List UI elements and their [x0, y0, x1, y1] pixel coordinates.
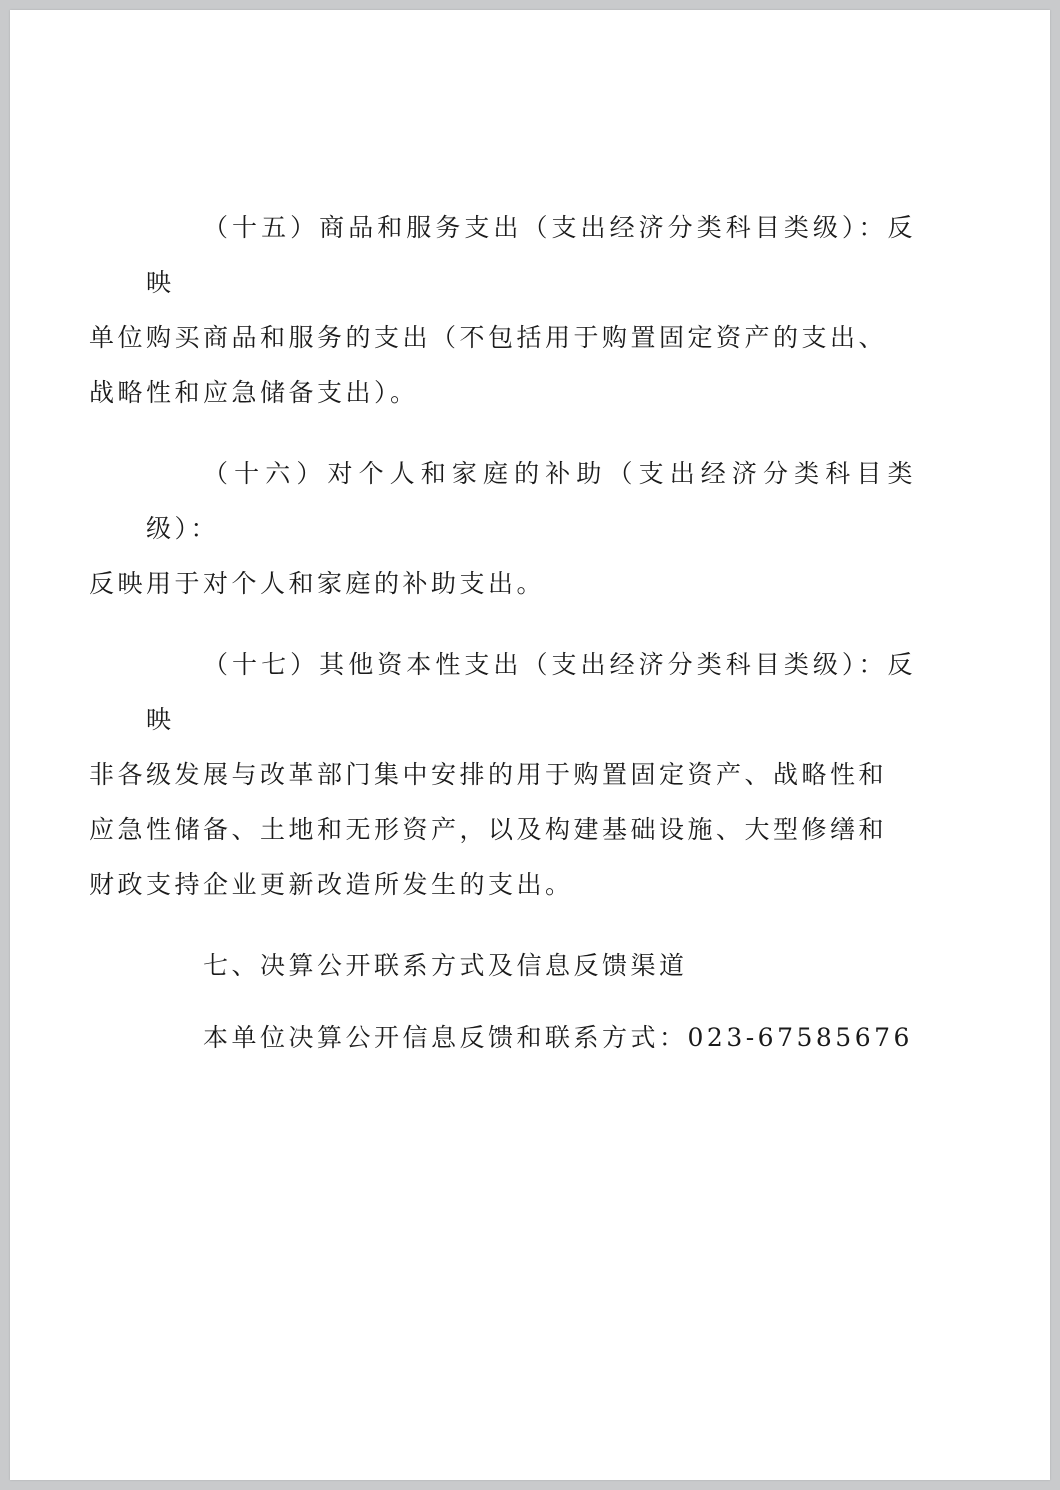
contact-label: 本单位决算公开信息反馈和联系方式：	[203, 1023, 688, 1052]
paragraph-line: （十七）其他资本性支出（支出经济分类科目类级）：反映	[146, 650, 916, 734]
paragraph-item-17	[89, 637, 916, 912]
paragraph-line: 单位购买商品和服务的支出（不包括用于购置固定资产的支出、	[89, 323, 888, 352]
paragraph-line: 战略性和应急储备支出）。	[89, 378, 419, 407]
paragraph-line: 应急性储备、土地和无形资产，以及构建基础设施、大型修缮和	[89, 815, 888, 844]
contact-phone: 023-67585676	[687, 1023, 913, 1052]
paragraph-item-15	[89, 200, 916, 420]
paragraph-line: 财政支持企业更新改造所发生的支出。	[89, 870, 574, 899]
paragraph-line: 反映用于对个人和家庭的补助支出。	[89, 569, 546, 598]
document-page	[10, 10, 1050, 1480]
paragraph-item-16	[89, 446, 916, 611]
paragraph-line: （十六）对个人和家庭的补助（支出经济分类科目类级）：	[146, 459, 916, 543]
paragraph-line: 非各级发展与改革部门集中安排的用于购置固定资产、战略性和	[89, 760, 888, 789]
contact-line	[146, 1010, 916, 1065]
document-body	[89, 200, 916, 1091]
section-heading: 七、决算公开联系方式及信息反馈渠道	[203, 951, 688, 980]
paragraph-line: （十五）商品和服务支出（支出经济分类科目类级）：反映	[146, 213, 916, 297]
